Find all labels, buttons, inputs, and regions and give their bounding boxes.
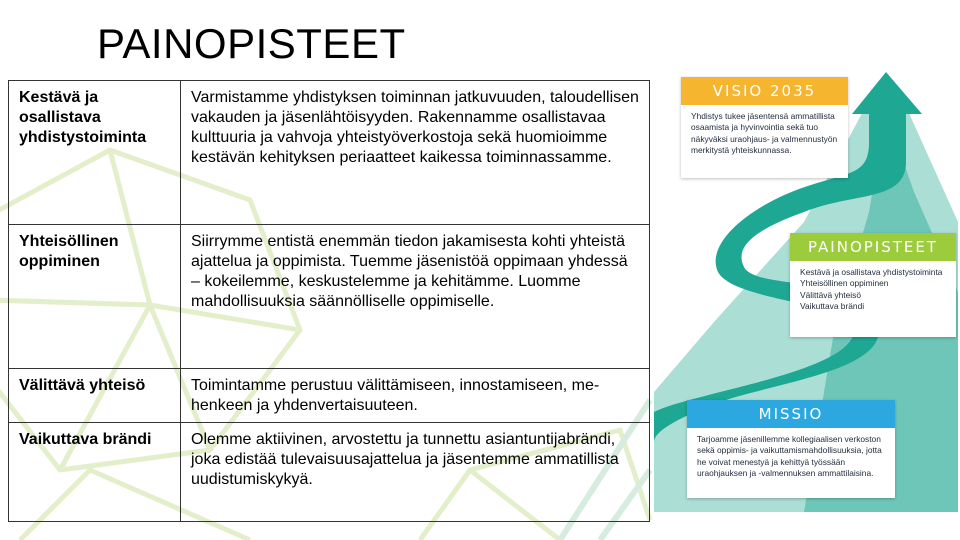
priority-description: Varmistamme yhdistyksen toiminnan jatkuvuuden, taloudellisen vakauden ja jäsenlähtöisyyden. Rakennamme osallistavaa kulttuuria ja vahvoja yhteistyöverkostoja sekä huomioimme kestävän kehityksen periaatteet kaikessa toiminnassamme. bbox=[181, 81, 650, 225]
mission-header: MISSIO bbox=[687, 400, 895, 428]
priorities-list-item: Yhteisöllinen oppiminen bbox=[800, 278, 889, 289]
table-row bbox=[9, 81, 650, 225]
priority-name: Yhteisöllinen oppiminen bbox=[9, 225, 181, 369]
priorities-table bbox=[8, 80, 650, 522]
priorities-list-item: Kestävä ja osallistava yhdistystoiminta bbox=[800, 267, 943, 277]
priorities-list-item: Vaikuttava brändi bbox=[800, 301, 865, 312]
vision-text: Yhdistys tukee jäsentensä ammatillista osaamista ja hyvinvointia sekä tuo näkyväksi uraohjaus- ja valmennustyön merkitystä yhteiskunnassa. bbox=[691, 111, 838, 156]
table-row bbox=[9, 225, 650, 369]
page-title: PAINOPISTEET bbox=[97, 20, 406, 67]
priority-description: Siirrymme entistä enemmän tiedon jakamisesta kohti yhteistä ajattelua ja oppimista. Tuemme jäsenistöä oppimaan yhdessä – kokeilemme, keskustelemme ja kehitämme. Luomme mahdollisuuksia säännölliselle oppimiselle. bbox=[181, 225, 650, 369]
priorities-list-item: Välittävä yhteisö bbox=[800, 289, 861, 300]
table-row bbox=[9, 423, 650, 522]
table-row bbox=[9, 369, 650, 423]
priority-name: Vaikuttava brändi bbox=[9, 423, 181, 522]
priorities-list bbox=[790, 261, 956, 319]
priority-description: Olemme aktiivinen, arvostettu ja tunnettu asiantuntijabrändi, joka edistää tulevaisuusajattelua ja jäsentemme ammatillista uudistumiskykyä. bbox=[181, 423, 650, 522]
vision-card bbox=[681, 77, 848, 178]
priorities-header: PAINOPISTEET bbox=[790, 233, 956, 261]
mission-card bbox=[687, 400, 895, 498]
priorities-card bbox=[790, 233, 956, 337]
mission-text: Tarjoamme jäsenillemme kollegiaalisen verkoston sekä oppimis- ja vaikuttamismahdollisuuksia, jotta he voivat menestyä ja kehittyä työssään uraohjauksen ja -valmennuksen ammattilaisina. bbox=[697, 434, 882, 479]
priority-name: Välittävä yhteisö bbox=[9, 369, 181, 423]
vision-header: VISIO 2035 bbox=[681, 77, 848, 105]
priority-description: Toimintamme perustuu välittämiseen, innostamiseen, me-henkeen ja yhdenvertaisuuteen. bbox=[181, 369, 650, 423]
priority-name: Kestävä ja osallistava yhdistystoiminta bbox=[9, 81, 181, 225]
